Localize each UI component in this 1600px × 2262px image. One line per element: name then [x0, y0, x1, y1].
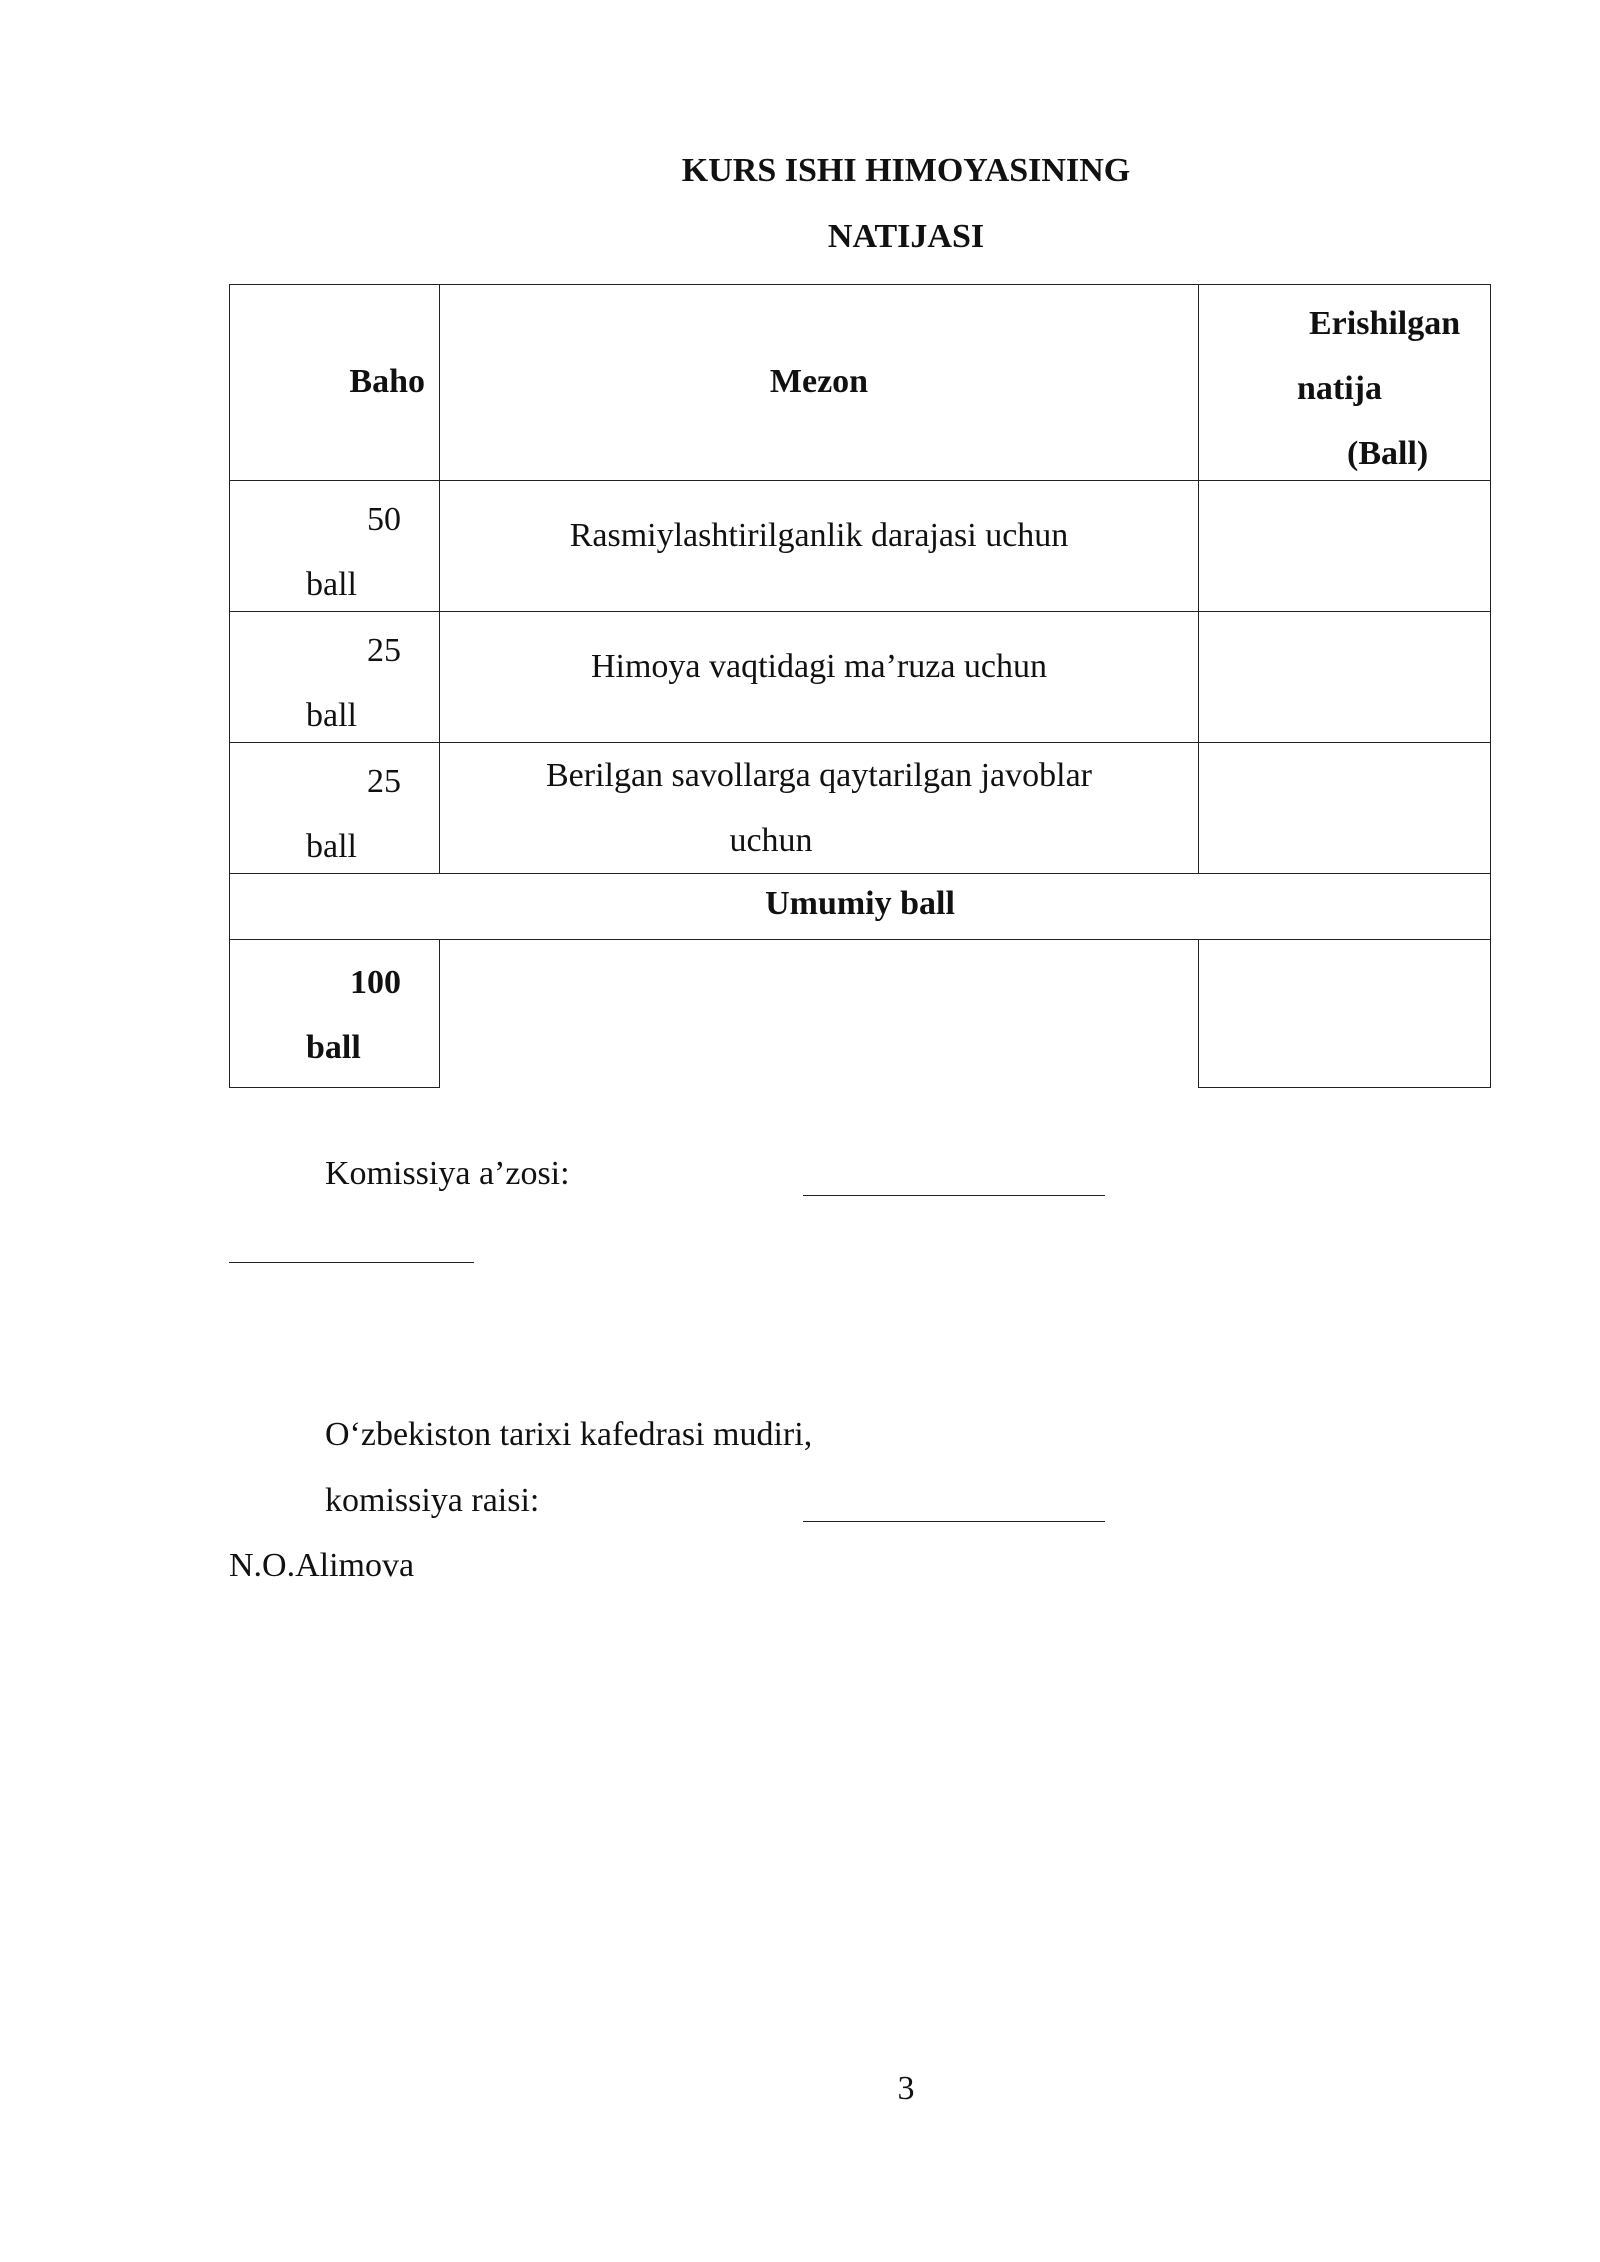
table-row [230, 612, 1491, 743]
department-head-label: O‘zbekiston tarixi kafedrasi mudiri, [325, 1416, 813, 1453]
header-cell-mezon [440, 285, 1199, 481]
score-unit: ball [306, 697, 357, 734]
results-table [229, 284, 1491, 1088]
total-score [230, 950, 439, 1080]
result-cell [1199, 743, 1491, 874]
criterion-text: Himoya vaqtidagi ma’ruza uchun [590, 648, 1047, 685]
total-result-cell [1199, 940, 1491, 1088]
total-score-number: 100 [350, 964, 401, 1001]
header-baho: Baho [349, 363, 425, 400]
header-result-line1: Erishilgan [1309, 305, 1461, 342]
table-row [230, 743, 1491, 874]
criterion-text-line1: Berilgan savollarga qaytarilgan javoblar [545, 757, 1092, 794]
total-score-cell [230, 940, 440, 1088]
score-cell [230, 481, 440, 612]
criterion-text [440, 743, 1198, 873]
total-empty-cell [440, 940, 1199, 1088]
chair-name: N.O.Alimova [229, 1547, 415, 1584]
total-label: Umumiy ball [230, 874, 1491, 940]
score-unit: ball [306, 828, 357, 865]
member-signature-line [803, 1195, 1105, 1196]
criterion-text: Rasmiylashtirilganlik darajasi uchun [569, 517, 1069, 554]
header-result-line2: natija [1297, 370, 1382, 407]
criterion-cell [440, 481, 1199, 612]
total-row [230, 940, 1491, 1088]
score-number: 25 [367, 763, 401, 800]
criterion-cell [440, 612, 1199, 743]
header-result [1199, 291, 1490, 486]
commission-member-label: Komissiya a’zosi: [325, 1155, 570, 1192]
header-cell-baho [230, 285, 440, 481]
commission-chair-label: komissiya raisi: [325, 1482, 540, 1519]
score-number: 50 [367, 501, 401, 538]
score-value [230, 487, 439, 617]
header-result-line3: (Ball) [1347, 435, 1429, 472]
criterion-cell [440, 743, 1199, 874]
document-title-line1: KURS ISHI HIMOYASINING [681, 152, 1131, 189]
header-cell-result [1199, 285, 1491, 481]
table-header-row [230, 285, 1491, 481]
table-row [230, 481, 1491, 612]
criterion-text-line2: uchun [729, 822, 813, 859]
member-name-line [229, 1262, 474, 1263]
chair-signature-line [803, 1521, 1105, 1522]
document-title-line2: NATIJASI [827, 218, 985, 255]
total-label-row [230, 874, 1491, 940]
result-cell [1199, 612, 1491, 743]
page-number: 3 [897, 2070, 915, 2107]
score-number: 25 [367, 632, 401, 669]
result-cell [1199, 481, 1491, 612]
header-mezon: Mezon [769, 363, 869, 400]
score-unit: ball [306, 566, 357, 603]
score-value [230, 618, 439, 748]
score-cell [230, 612, 440, 743]
total-score-unit: ball [306, 1029, 361, 1066]
